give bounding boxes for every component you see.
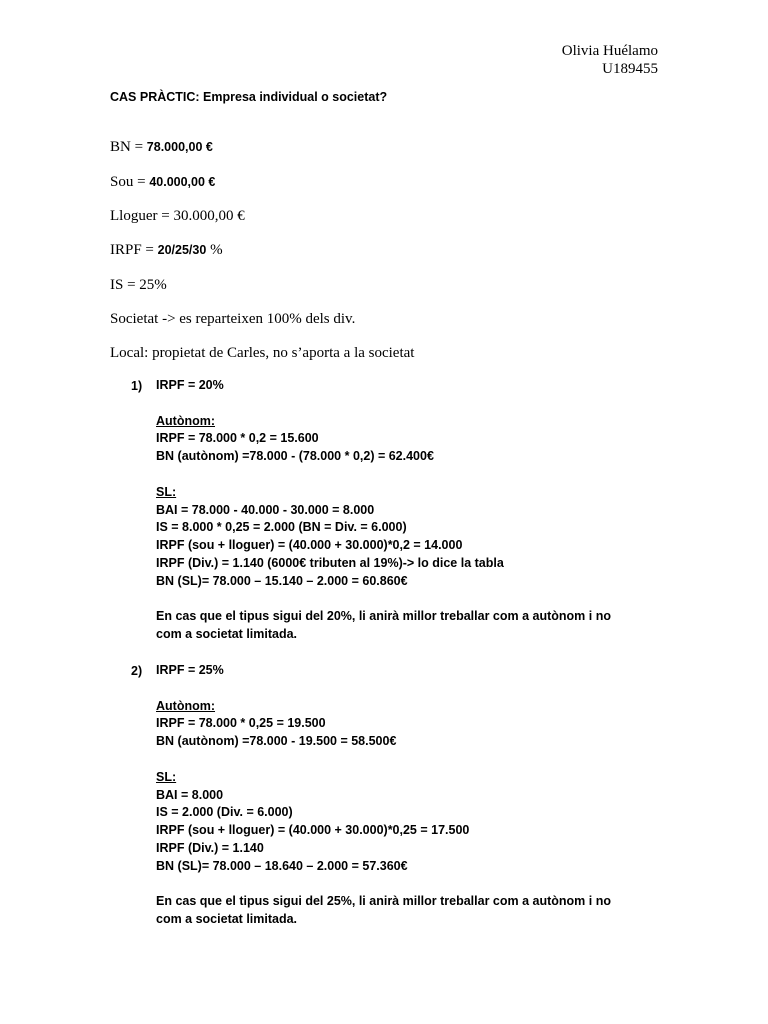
case-2-sl-line: BN (SL)= 78.000 – 18.640 – 2.000 = 57.360€: [156, 858, 408, 873]
case-2-sl-line: IS = 2.000 (Div. = 6.000): [156, 805, 293, 820]
case-2-heading: IRPF = 25%: [156, 663, 224, 677]
case-1-autonom-title: Autònom:: [156, 413, 216, 428]
case-1-sl-title: SL:: [156, 484, 177, 499]
given-bn: BN = 78.000,00 €: [110, 139, 213, 155]
case-1-sl-line: BN (SL)= 78.000 – 15.140 – 2.000 = 60.860€: [156, 573, 408, 588]
case-1-sl-line: IS = 8.000 * 0,25 = 2.000 (BN = Div. = 6.000): [156, 520, 407, 535]
given-sou: Sou = 40.000,00 €: [110, 174, 216, 190]
case-2-conclusion: En cas que el tipus sigui del 25%, li anirà millor treballar com a autònom i no: [156, 894, 611, 909]
case-2-sl-title: SL:: [156, 769, 177, 784]
case-2-number: 2): [131, 664, 143, 678]
given-lloguer: Lloguer = 30.000,00 €: [110, 208, 245, 224]
case-1-number: 1): [131, 379, 143, 393]
case-1-sl-line: IRPF (Div.) = 1.140 (6000€ tributen al 19%)-> lo dice la tabla: [156, 555, 504, 570]
case-2: [156, 662, 611, 929]
case-2-autonom-title: Autònom:: [156, 698, 216, 713]
case-1: [156, 377, 611, 644]
case-2-sl-line: IRPF (sou + lloguer) = (40.000 + 30.000)*0,25 = 17.500: [156, 823, 470, 838]
page-title: CAS PRÀCTIC: Empresa individual o societat?: [110, 90, 388, 104]
case-1-autonom-line: BN (autònom) =78.000 - (78.000 * 0,2) = 62.400€: [156, 449, 434, 464]
case-1-autonom-line: IRPF = 78.000 * 0,2 = 15.600: [156, 431, 319, 446]
case-1-sl-line: IRPF (sou + lloguer) = (40.000 + 30.000)*0,2 = 14.000: [156, 538, 463, 553]
case-1-conclusion: com a societat limitada.: [156, 627, 298, 642]
given-is: IS = 25%: [110, 277, 167, 293]
case-1-conclusion: En cas que el tipus sigui del 20%, li anirà millor treballar com a autònom i no: [156, 609, 611, 624]
case-2-sl-line: IRPF (Div.) = 1.140: [156, 840, 264, 855]
case-1-sl-line: BAI = 78.000 - 40.000 - 30.000 = 8.000: [156, 502, 375, 517]
case-1-heading: IRPF = 20%: [156, 378, 224, 392]
case-2-autonom-line: BN (autònom) =78.000 - 19.500 = 58.500€: [156, 734, 397, 749]
case-2-sl-line: BAI = 8.000: [156, 787, 224, 802]
author-name: Olivia Huélamo: [561, 43, 658, 59]
given-irpf: IRPF = 20/25/30 %: [110, 242, 223, 258]
given-local: Local: propietat de Carles, no s’aporta a la societat: [110, 345, 415, 361]
case-2-conclusion: com a societat limitada.: [156, 912, 298, 927]
given-societat: Societat -> es reparteixen 100% dels div.: [110, 311, 356, 327]
case-2-autonom-line: IRPF = 78.000 * 0,25 = 19.500: [156, 716, 326, 731]
student-id: U189455: [602, 61, 658, 77]
